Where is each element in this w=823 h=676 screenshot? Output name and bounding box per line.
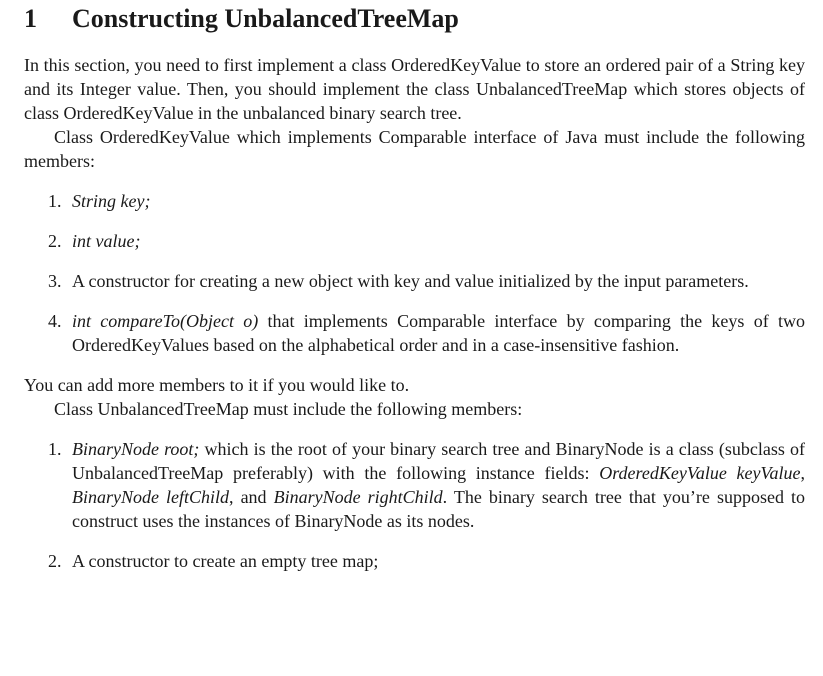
- list-marker: 2.: [48, 551, 62, 571]
- document-page: [24, 0, 805, 573]
- separator-text: , and: [229, 487, 274, 507]
- field-code: BinaryNode rightChild: [273, 487, 443, 507]
- field-code: BinaryNode leftChild: [72, 487, 230, 507]
- member-text: A constructor for creating a new object with key and value initialized by the input parameters.: [72, 271, 749, 291]
- section-title: Constructing UnbalancedTreeMap: [72, 4, 459, 33]
- member-text: . The binary search tree that you’re supposed to construct uses the instances of BinaryNode as its nodes.: [72, 487, 805, 531]
- section-heading: [24, 4, 805, 34]
- list-marker: 3.: [48, 271, 62, 291]
- list-item: [24, 269, 805, 293]
- member-text: A constructor to create an empty tree map;: [72, 551, 379, 571]
- member-code: String key;: [72, 191, 151, 211]
- member-text: that implements Comparable interface by comparing the keys of two OrderedKeyValues based on the alphabetical order and in a case-insensitive fashion.: [72, 311, 805, 355]
- ordered-key-value-paragraph: Class OrderedKeyValue which implements Comparable interface of Java must include the following members:: [24, 127, 805, 171]
- ordered-key-value-members-list: [24, 189, 805, 357]
- member-code: BinaryNode root;: [72, 439, 200, 459]
- member-code: int compareTo(Object o): [72, 311, 259, 331]
- list-marker: 2.: [48, 231, 62, 251]
- list-marker: 4.: [48, 311, 62, 331]
- list-item: [24, 229, 805, 253]
- unbalanced-tree-map-members-list: [24, 437, 805, 573]
- list-item: [24, 189, 805, 213]
- member-code: int value;: [72, 231, 141, 251]
- member-text: which is the root of your binary search tree and BinaryNode is a class (subclass of UnbalancedTreeMap preferably) with the following instance fields:: [72, 439, 806, 483]
- list-item: [24, 437, 805, 533]
- intro-paragraph: In this section, you need to first implement a class OrderedKeyValue to store an ordered pair of a String key and its Integer value. Then, you should implement the class UnbalancedTreeMap which stores objects of class OrderedKeyValue in the unbalanced binary search tree.: [24, 55, 805, 123]
- section-number: 1: [24, 4, 37, 33]
- list-item: [24, 549, 805, 573]
- separator-text: ,: [800, 463, 806, 483]
- add-members-paragraph: You can add more members to it if you would like to.: [24, 375, 410, 395]
- unbalanced-tree-map-paragraph: Class UnbalancedTreeMap must include the following members:: [54, 399, 523, 419]
- list-marker: 1.: [48, 439, 62, 459]
- list-item: [24, 309, 805, 357]
- field-code: OrderedKeyValue keyValue: [599, 463, 801, 483]
- list-marker: 1.: [48, 191, 62, 211]
